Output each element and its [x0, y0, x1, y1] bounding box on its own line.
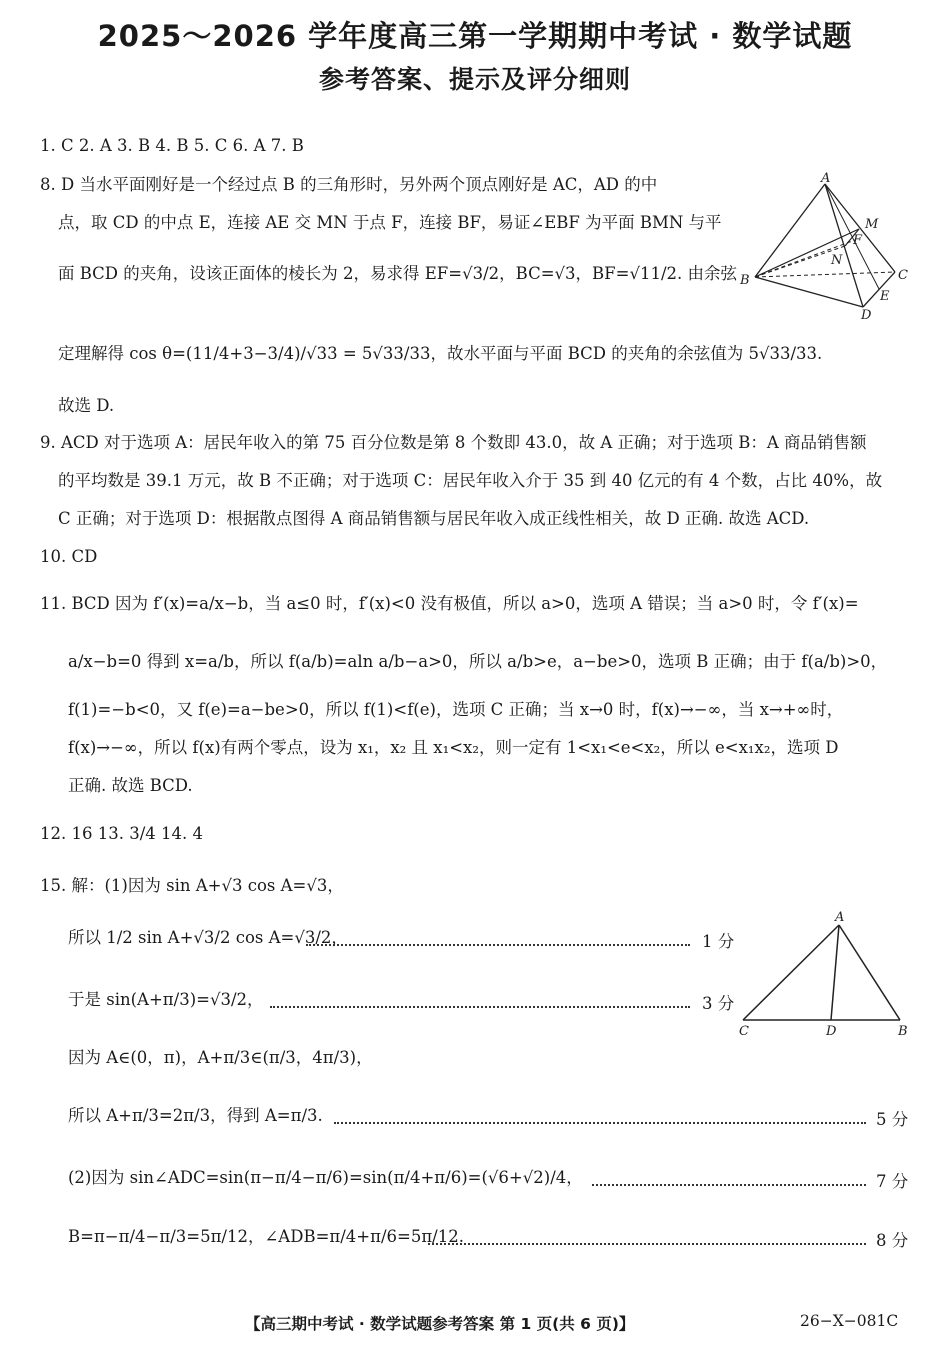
q8-line-5: 故选 D. [58, 396, 115, 415]
q11-line-3: f(1)=−b<0，又 f(e)=a−be>0，所以 f(1)<f(e)，选项 C 正确；当 x→0 时，f(x)→−∞，当 x→+∞时， [68, 700, 844, 719]
q11-line-5: 正确. 故选 BCD. [68, 776, 193, 795]
triangle-label-d: D [826, 1024, 837, 1038]
triangle-label-a: A [835, 910, 845, 925]
q11-line-4: f(x)→−∞，所以 f(x)有两个零点，设为 x₁，x₂ 且 x₁<x₂，则一定有 1<x₁<e<x₂，所以 e<x₁x₂，选项 D [68, 738, 839, 757]
q8-line-3: 面 BCD 的夹角，设该正面体的棱长为 2，易求得 EF=√3/2，BC=√3，BF=√11/2. 由余弦 [58, 264, 737, 283]
q15-step-2: 于是 sin(A+π/3)=√3/2， [68, 990, 264, 1009]
page-footer: 【高三期中考试 · 数学试题参考答案 第 1 页(共 6 页)】 [245, 1315, 635, 1333]
score-label: 1 分 [702, 932, 735, 951]
tetra-label-e: E [880, 289, 890, 304]
q10-line: 10. CD [40, 547, 98, 566]
tetra-label-n: N [831, 253, 843, 268]
q9-line-2: 的平均数是 39.1 万元，故 B 不正确；对于选项 C：居民年收入介于 35 到 40 亿元的有 4 个数，占比 40%，故 [58, 471, 883, 490]
triangle-label-b: B [898, 1024, 908, 1038]
dot-leader [592, 1184, 866, 1186]
document-code: 26−X−081C [800, 1312, 899, 1330]
q15-step-4: 所以 A+π/3=2π/3，得到 A=π/3. [68, 1106, 323, 1125]
q11-line-1: 11. BCD 因为 f′(x)=a/x−b，当 a≤0 时，f′(x)<0 没有极值，所以 a>0，选项 A 错误；当 a>0 时，令 f′(x)= [40, 594, 859, 613]
triangle-label-c: C [739, 1024, 749, 1038]
tetra-label-b: B [740, 273, 750, 288]
q15-step-5: (2)因为 sin∠ADC=sin(π−π/4−π/6)=sin(π/4+π/6)=(√6+√2)/4， [68, 1168, 583, 1187]
answer-line-1-7: 1. C 2. A 3. B 4. B 5. C 6. A 7. B [40, 136, 304, 155]
score-label: 8 分 [876, 1231, 909, 1250]
q8-line-4: 定理解得 cos θ=(11/4+3−3/4)/√33 = 5√33/33，故水平面与平面 BCD 的夹角的余弦值为 5√33/33. [58, 344, 823, 363]
q15-step-1: 所以 1/2 sin A+√3/2 cos A=√3/2， [68, 928, 348, 947]
q11-line-2: a/x−b=0 得到 x=a/b，所以 f(a/b)=aln a/b−a>0，所以 a/b>e，a−be>0，选项 B 正确；由于 f(a/b)>0， [68, 652, 888, 671]
score-label: 3 分 [702, 994, 735, 1013]
dot-leader [306, 944, 690, 946]
score-label: 5 分 [876, 1110, 909, 1129]
tetra-label-d: D [861, 308, 872, 322]
tetra-label-c: C [898, 268, 908, 283]
triangle-figure [735, 908, 915, 1038]
score-label: 7 分 [876, 1172, 909, 1191]
q8-line-2: 点，取 CD 的中点 E，连接 AE 交 MN 于点 F，连接 BF，易证∠EBF 为平面 BMN 与平 [58, 213, 722, 232]
tetra-label-f: F [853, 233, 863, 248]
dot-leader [270, 1006, 690, 1008]
tetra-label-a: A [821, 172, 831, 186]
page-title: 2025～2026 学年度高三第一学期期中考试 · 数学试题 [97, 19, 853, 53]
q15-step-6: B=π−π/4−π/3=5π/12，∠ADB=π/4+π/6=5π/12. [68, 1227, 464, 1246]
tetra-label-m: M [865, 217, 879, 232]
answer-line-12-14: 12. 16 13. 3/4 14. 4 [40, 824, 203, 843]
page-subtitle: 参考答案、提示及评分细则 [318, 65, 631, 94]
q15-step-3: 因为 A∈(0，π)，A+π/3∈(π/3，4π/3)， [68, 1048, 373, 1067]
q15-intro: 15. 解：(1)因为 sin A+√3 cos A=√3， [40, 876, 344, 895]
tetrahedron-figure [735, 172, 915, 322]
q8-line-1: 8. D 当水平面刚好是一个经过点 B 的三角形时，另外两个顶点刚好是 AC，AD 的中 [40, 175, 658, 194]
q9-line-3: C 正确；对于选项 D：根据散点图得 A 商品销售额与居民年收入成正线性相关，故 D 正确. 故选 ACD. [58, 509, 810, 528]
q9-line-1: 9. ACD 对于选项 A：居民年收入的第 75 百分位数是第 8 个数即 43.0，故 A 正确；对于选项 B：A 商品销售额 [40, 433, 867, 452]
dot-leader [428, 1243, 866, 1245]
dot-leader [334, 1122, 866, 1124]
